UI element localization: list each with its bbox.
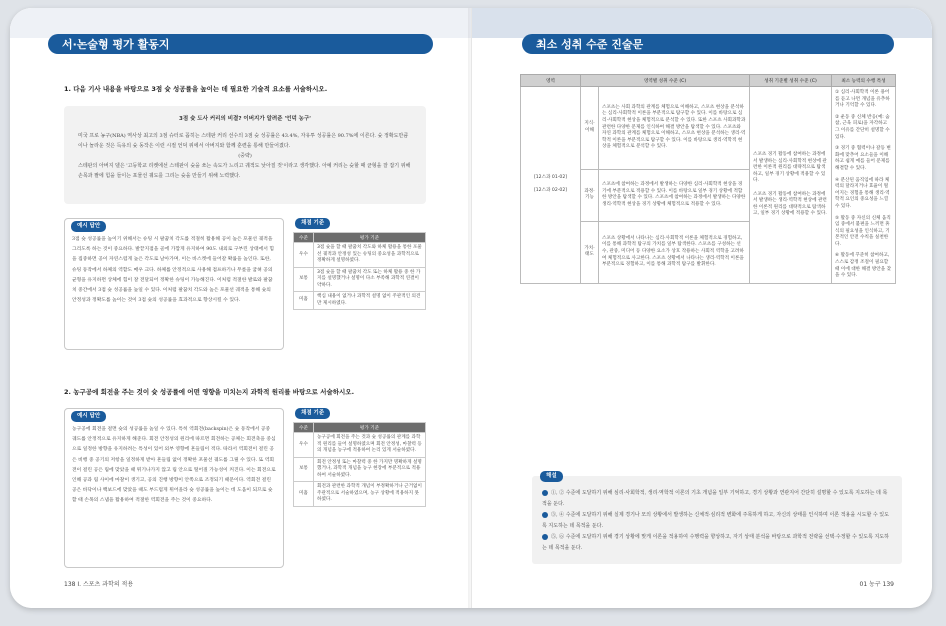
- bullet-icon: [542, 512, 548, 518]
- example-answer-1: [64, 218, 284, 350]
- criteria-text: 회전과 관련한 과학적 개념이 부정확하거나 근거없이 주관적으로 서술하였으며, 농구 상황에 적용하지 못하였다.: [314, 482, 426, 507]
- criteria-text: 핵심 내용이 없거나 과학적 설명 없이 주관적인 의견만 제시하였다.: [314, 292, 426, 310]
- example-answer-2-text: 농구공에 회전을 걸면 슛의 성공률을 높일 수 있다. 특히 역회전(backspin)은 슛 동작에서 공중 궤도를 안정적으로 유지하게 해준다. 회전 안정성의 원리에 따르면 회전하는 공체는 회전축을 중심으로 일정한 방향을 유지하려는 특성이 있어 외부 영향에 흔들림이 적다. 따라서 역회전이 걸린 공은 비행 중 공기의 저항을 일정하게 받아 흔들림 없이 정확한 포물선 궤도를 그릴 수 있다. 또 역회전이 걸린 공은 림에 맞았을 때 튀기나가지 않고 림 안으로 떨어질 가능성이 커진다. 이는 회전으로 인해 공과 림 사이에 마찰이 생기고, 공의 진행 방향이 안쪽으로 조정되기 때문이다. 역회전 걸린 공은 바닥이나 백보드에 맞았을 때도 부드럽게 튀어올라 슛 성공률을 높이는 데 도움이 되므로 슛할 때 손목의 스냅을 활용하여 적절한 역회전을 주는 것이 중요하다.: [72, 427, 276, 504]
- achievement-header-standard: 성취 기준별 성취 수준 (C): [750, 75, 832, 87]
- achievement-standard-codes: [12스과 01-02] [12스과 02-02]: [521, 87, 581, 284]
- explanation-list: [542, 488, 892, 554]
- criteria-1-tab: 채점 기준: [295, 218, 330, 229]
- achievement-header-domain: 영역별 성취 수준 (C): [581, 75, 750, 87]
- criteria-1: [293, 218, 426, 350]
- explanation-item: [542, 488, 892, 510]
- criteria-2-header-criteria: 평가 기준: [314, 423, 426, 433]
- achievement-row: [521, 87, 896, 170]
- trait-item: ③ 경기 중 협력이나 갈등 변화에 맞추어 요소들을 이해하고 쉽게 예를 들어 문제를 해결할 수 있다.: [835, 146, 891, 171]
- achievement-table: [520, 74, 896, 284]
- question-2: 2. 농구공에 회전을 주는 것이 슛 성공률에 어떤 영향을 미치는지 과학적 원리를 바탕으로 서술하시오.: [64, 388, 355, 396]
- achievement-traits: [832, 87, 896, 284]
- criteria-level: 우수: [294, 243, 314, 268]
- trait-item: ① 심리·사회학적 이론 용어를 듣고 나면 개념을 유추하거나 기억할 수 있다.: [835, 90, 890, 109]
- book-spread: [10, 8, 932, 608]
- explanation-box: [532, 473, 902, 564]
- criteria-text: 회전 안정성 또는 마찰력 중 한 가지만 명확하게 설명했거나, 과학적 개념을 농구 현장에 부분적으로 적용하여 서술하였다.: [314, 457, 426, 482]
- article-paragraph-2: 스테판의 아버지 델은 '고등학교 리켓에선 스테판이 슛을 쏘는 속도가 느리고 궤적도 낮아질 것'이라고 생각했다. 아예 커리는 슛할 때 균형을 잘 잡기 위해 손목과 팔에 힘을 들이는 포물선 궤도를 그리는 슛을 만들기 위해 노력했다.: [78, 163, 411, 179]
- achievement-standard-text: 스포츠 경기 활동에 참여하는 과정에서 발생하는 심리·사회학적 현상에 관련한 이론적 원리를 대략적으로 탐색하고, 일부 경기 상황에 적용할 수 있다. 스포츠 경기 활동에 참여하는 과정에서 발생하는 생리·역학적 현상에 관련한 이론적 원리를 대략적으로 탐색하고, 일부 경기 상황에 적용할 수 있다.: [750, 87, 832, 284]
- explanation-tab: 해설: [540, 471, 563, 482]
- criteria-2: [293, 408, 426, 568]
- trait-item: ⑥ 활동에 꾸준히 참여하고, 스스로 감정 조절이 필요할 때 이에 대한 해결 방안을 찾을 수 있다.: [835, 253, 892, 279]
- criteria-1-table: [293, 232, 426, 310]
- criteria-level: 보통: [294, 267, 314, 292]
- achievement-domain-text: 스포츠 상황에서 나타나는 심리·사회학적 이론을 체험적으로 경험하고, 이를 통해 과학적 탐구의 가치를 일부 탐색한다. 스포츠를 구성하는 선수, 관중, 미디어 등 다양한 요소가 상호 작용하는 사회적 역학을 고려하여 체험적으로 사고한다. 스포츠 상황에서 나타나는 생리·역학적 이론을 부분적으로 경험하고, 이를 통해 과학적 탐구를 발휘한다.: [599, 221, 750, 283]
- explanation-text: ③, ④ 수준에 도달하기 위해 실제 경기나 모의 상황에서 발생하는 신체적·심리적 변화에 주목하게 하고, 자신의 상태를 인식하며 이론 적용을 시도할 수 있도록 지도하는 데 목적을 둔다.: [542, 512, 889, 529]
- example-answer-2: [64, 408, 284, 568]
- right-title-bar: [522, 34, 894, 54]
- explanation-item: [542, 532, 892, 554]
- criteria-row: [294, 457, 426, 482]
- article-title: 3점 슛 도사 커리의 비결? 이버지가 알려준 '언덕 농구': [179, 116, 311, 122]
- left-page-footer: 138 Ⅰ. 스포츠 과학의 적용: [64, 581, 134, 588]
- achievement-area: 지식·이해: [581, 87, 599, 170]
- achievement-area: 가치·태도: [581, 221, 599, 283]
- bullet-icon: [542, 534, 548, 540]
- achievement-domain-text: 스포츠는 사회 과학의 관계를 체험으로 이해하고, 스포츠 현상을 분석하는 심리·사회학적 이론을 부분적으로 탐구할 수 있다. 이를 바탕으로 심리·사회학적 현상을 체험적으로 분석할 수 있다. 또한 스포츠 사회과학과 관련한 다양한 문제를 인식하여 해결 방안을 탐색할 수 있다. 스포츠와 자연 과학의 관계를 체험으로 이해하고, 스포츠 현상을 분석하는 생리·역학적 이론을 부분적으로 탐구할 수 있다. 이를 바탕으로 생리·역학적 현상을 체험적으로 분석할 수 있다.: [599, 87, 750, 170]
- criteria-1-header-level: 수준: [294, 233, 314, 243]
- trait-item: ② 운동 중 신체 반응(예: 숨참, 근육 피로)을 자각하고 그 이유를 간단히 설명할 수 있다.: [835, 114, 890, 140]
- achievement-header-area: 영역: [521, 75, 581, 87]
- achievement-domain-text: 스포츠에 참여하는 과정에서 발생하는 다양한 심리·사회학적 현상을 경기에 부분적으로 적용할 수 있다. 이를 바탕으로 일부 경기 상황에 적합한 방안을 탐색할 수 있다. 스포츠에 참여하는 과정에서 발생하는 다양한 생리·역학적 현상을 경기 상황에 체험적으로 적용할 수 있다.: [599, 169, 750, 221]
- question-1: 1. 다음 기사 내용을 바탕으로 3점 슛 성공률을 높이는 데 필요한 기술적 요소를 서술하시오.: [64, 85, 328, 93]
- example-answer-1-text: 3점 슛 성공률을 높이기 위해서는 슈팅 시 팔꿈치 각도를 적절히 활용해 공이 높은 포물선 궤적을 그리도록 하는 것이 중요하다. 발끝지점을 골에 가깝게 유지하여 90도 내외로 구부린 상태에서 힘을 집중하면 공이 자연스럽게 높은 각도로 날아가며, 이는 바스켓에 들어갈 확률을 높인다. 또한, 슈팅 동작에서 하체의 역할도 매우 크다. 하체를 안정적으로 사용해 점프하기나 무릎을 굽혀 공의 균형을 유지하면 상체에 힘이 잘 전달되어 정확한 슈팅이 가능해진다. 이처럼 적절한 발로와 팔꿈치 중간에서 3점 슛 성공률을 높일 수 있다. 이처럼 팔꿈치 각도와 높은 포물선 궤적을 통해 슛의 안정성과 정확도를 높이는 것이 3점 슛의 성공률을 효과적으로 향상시킬 수 있다.: [72, 237, 275, 304]
- criteria-row: [294, 292, 426, 310]
- achievement-header-traits: 최소 능력의 수행 특성: [832, 75, 896, 87]
- left-page-title: 서·논술형 평가 활동지: [62, 38, 170, 51]
- criteria-row: [294, 433, 426, 458]
- article-body: [78, 131, 412, 181]
- criteria-level: 미흡: [294, 292, 314, 310]
- criteria-text: 3점 슛을 할 때 팔꿈치 각도 또는 하체 활용 중 한 가지를 설명했거나 설명이 다소 부족해 과학적 연결이 약하다.: [314, 267, 426, 292]
- criteria-2-table: [293, 422, 426, 507]
- criteria-row: [294, 482, 426, 507]
- explanation-text: ⑤, ⑥ 수준에 도달하기 위해 경기 상황에 맞게 이론을 적용하여 수행력을 향상하고, 자기 상태 분석을 바탕으로 과학적 전략을 선택·수정할 수 있도록 지도하는 데 목적을 둔다.: [542, 534, 889, 551]
- trait-item: ⑤ 활동 중 자신의 신체 움직임 중에서 불편을 느끼면 휴식의 필요성을 인식하고, 기본적인 안전 수칙을 실천한다.: [835, 215, 891, 247]
- criteria-level: 우수: [294, 433, 314, 458]
- left-page: [10, 8, 471, 608]
- left-title-bar: [48, 34, 433, 54]
- right-page-title: 최소 성취 수준 진술문: [536, 38, 644, 51]
- right-page: [471, 8, 932, 608]
- criteria-level: 미흡: [294, 482, 314, 507]
- criteria-1-header-criteria: 평가 기준: [314, 233, 426, 243]
- example-answer-1-tab: 예시 답안: [71, 221, 106, 232]
- explanation-item: [542, 510, 892, 532]
- criteria-text: 농구공에 회전을 주는 것과 슛 성공률의 관계를 과학적 원리를 들어 설명하였으며 회전 안정성, 마찰력 등의 개념을 농구에 적용하여 논리 있게 서술하였다.: [314, 433, 426, 458]
- criteria-text: 3점 슛을 할 때 팔꿈치 각도와 하체 활용을 통한 포물선 궤적과 안정성 있는 슈팅의 중요성을 과학적으로 정확하게 설명하였다.: [314, 243, 426, 268]
- criteria-row: [294, 267, 426, 292]
- explanation-text: ①, ② 수준에 도달하기 위해 심리·사회학적, 생리·역학적 이론의 기초 개념을 일부 기억하고, 경기 상황과 연관지어 간단히 설명할 수 있도록 지도하는 데 목적을 둔다.: [542, 490, 888, 507]
- criteria-row: [294, 243, 426, 268]
- article-ellipsis: (중략): [238, 153, 252, 159]
- criteria-2-header-level: 수준: [294, 423, 314, 433]
- criteria-2-tab: 채점 기준: [295, 408, 330, 419]
- article-box: [64, 106, 426, 204]
- example-answer-2-tab: 예시 답안: [71, 411, 106, 422]
- trait-item: ④ 분산된 움직임에 따라 체력의 달라지거나 효율이 떨어지는 경험을 통해 생리·역학적 요인의 중요성을 느낄 수 있다.: [835, 177, 890, 209]
- criteria-level: 보통: [294, 457, 314, 482]
- bullet-icon: [542, 490, 548, 496]
- achievement-area: 과정·기능: [581, 169, 599, 221]
- article-paragraph-1: 미국 프로 농구(NBA) 역사상 최고의 3점 슈터로 꼽히는 스테판 커리 선수의 3점 슛 성공률은 43.4%, 자유투 성공률은 90.7%에 이른다. 슛 정확도만큼이나 놀라운 것은 득유의 슛 동작은 이런 시절 언덕 위에서 아버지와 함께 훈련을 통해 만들어졌다.: [78, 133, 409, 149]
- right-page-footer: 01 농구 139: [859, 581, 894, 588]
